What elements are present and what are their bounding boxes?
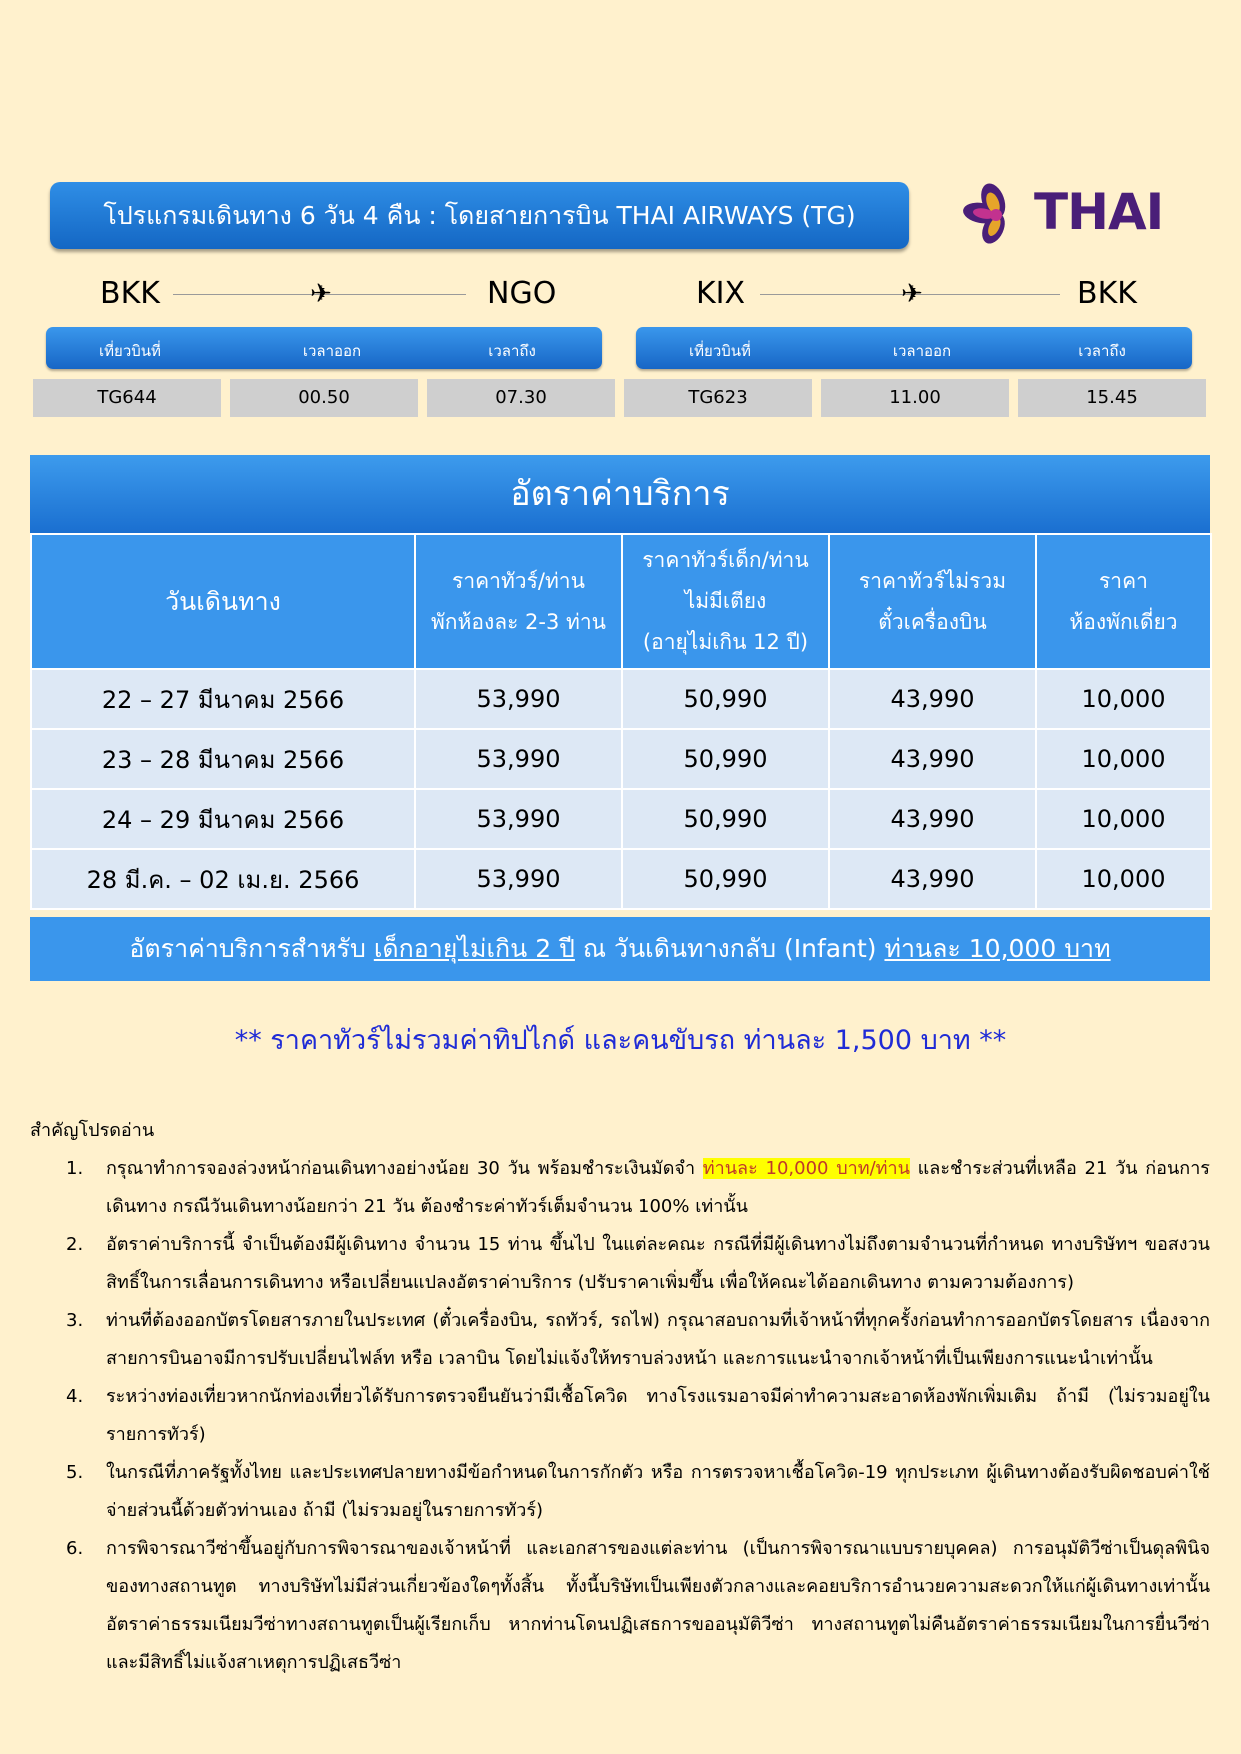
adult-price-cell: 53,990 (415, 789, 622, 849)
flight-number-header: เที่ยวบินที่ (99, 342, 161, 360)
list-item (30, 1302, 1210, 1378)
table-row (31, 729, 1211, 789)
child-price-cell: 50,990 (622, 849, 829, 909)
child-price-cell: 50,990 (622, 729, 829, 789)
table-row (31, 669, 1211, 729)
term-text: และชำระส่วนที่เหลือ 21 วัน ก่อนการเดินทาง กรณีวันเดินทางน้อยกว่า 21 วัน ต้องชำระค่าทัวร์เต็มจำนวน 100% เท่านั้น (106, 1158, 1210, 1217)
table-row (31, 789, 1211, 849)
single-room-cell: 10,000 (1036, 849, 1211, 909)
arrival-header: เวลาถึง (1078, 342, 1126, 360)
rates-header-row (31, 534, 1211, 669)
column-header-no-ticket-price: ราคาทัวร์ไม่รวม ตั๋วเครื่องบิน (829, 534, 1036, 669)
infant-note-middle: ณ วันเดินทางกลับ (Infant) (574, 934, 885, 963)
departure-header: เวลาออก (302, 342, 362, 360)
column-header-single-room: ราคา ห้องพักเดี่ยว (1036, 534, 1211, 669)
route1-origin: BKK (100, 276, 160, 311)
child-price-cell: 50,990 (622, 789, 829, 849)
list-number: 6. (66, 1538, 84, 1559)
term-text: ในกรณีที่ภาครัฐทั้งไทย และประเทศปลายทางมีข้อกำหนดในการกักตัว หรือ การตรวจหาเชื้อโควิด-19 ทุกประเภท ผู้เดินทางต้องรับผิดชอบค่าใช้จ่ายส่วนนี้ด้วยตัวท่านเอง ถ้ามี (ไม่รวมอยู่ในรายการทัวร์) (106, 1462, 1210, 1521)
column-header-adult-price: ราคาทัวร์/ท่าน พักห้องละ 2-3 ท่าน (415, 534, 622, 669)
airplane-icon: ✈ (901, 279, 923, 309)
deposit-highlight: ท่านละ 10,000 บาท/ท่าน (702, 1158, 910, 1179)
single-room-cell: 10,000 (1036, 669, 1211, 729)
travel-date-cell: 23 – 28 มีนาคม 2566 (31, 729, 415, 789)
list-number: 3. (66, 1310, 84, 1331)
column-header-travel-date: วันเดินทาง (31, 534, 415, 669)
route2-flight-number: TG623 (624, 379, 812, 417)
infant-note-prefix: อัตราค่าบริการสำหรับ (129, 934, 374, 963)
list-item (30, 1226, 1210, 1302)
list-item (30, 1454, 1210, 1530)
route1-flight-number: TG644 (33, 379, 221, 417)
list-number: 4. (66, 1386, 84, 1407)
adult-price-cell: 53,990 (415, 669, 622, 729)
route2-flight-header (636, 327, 1192, 369)
rates-table (30, 533, 1212, 910)
important-heading: สำคัญโปรดอ่าน (30, 1120, 155, 1141)
column-header-child-price: ราคาทัวร์เด็ก/ท่าน ไม่มีเตียง (อายุไม่เกิน 12 ปี) (622, 534, 829, 669)
adult-price-cell: 53,990 (415, 729, 622, 789)
list-number: 2. (66, 1234, 84, 1255)
list-number: 5. (66, 1462, 84, 1483)
term-text: อัตราค่าบริการนี้ จำเป็นต้องมีผู้เดินทาง จำนวน 15 ท่าน ขึ้นไป ในแต่ละคณะ กรณีที่มีผู้เดินทางไม่ถึงตามจำนวนที่กำหนด ทางบริษัทฯ ขอสงวนสิทธิ์ในการเลื่อนการเดินทาง หรือเปลี่ยนแปลงอัตราค่าบริการ (ปรับราคาเพิ่มขึ้น เพื่อให้คณะได้ออกเดินทาง ตามความต้องการ) (106, 1234, 1210, 1293)
list-number: 1. (66, 1158, 84, 1179)
thai-logo-text: THAI (1034, 183, 1164, 241)
terms-list (30, 1150, 1210, 1682)
list-item (30, 1150, 1210, 1226)
no-ticket-price-cell: 43,990 (829, 849, 1036, 909)
route2-origin: KIX (696, 276, 746, 311)
single-room-cell: 10,000 (1036, 789, 1211, 849)
single-room-cell: 10,000 (1036, 729, 1211, 789)
table-row (31, 849, 1211, 909)
program-title-banner: โปรแกรมเดินทาง 6 วัน 4 คืน : โดยสายการบิน THAI AIRWAYS (TG) (50, 182, 909, 249)
infant-price: ท่านละ 10,000 บาท (884, 934, 1111, 963)
travel-date-cell: 22 – 27 มีนาคม 2566 (31, 669, 415, 729)
route1-arrival-time: 07.30 (427, 379, 615, 417)
route1-flight-header (46, 327, 602, 369)
no-ticket-price-cell: 43,990 (829, 729, 1036, 789)
no-ticket-price-cell: 43,990 (829, 669, 1036, 729)
flight-number-header: เที่ยวบินที่ (689, 342, 751, 360)
child-price-cell: 50,990 (622, 669, 829, 729)
list-item (30, 1530, 1210, 1682)
route2-destination: BKK (1077, 276, 1137, 311)
adult-price-cell: 53,990 (415, 849, 622, 909)
airplane-icon: ✈ (310, 279, 332, 309)
travel-date-cell: 28 มี.ค. – 02 เม.ย. 2566 (31, 849, 415, 909)
term-text: ระหว่างท่องเที่ยวหากนักท่องเที่ยวได้รับการตรวจยืนยันว่ามีเชื้อโควิด ทางโรงแรมอาจมีค่าทำความสะอาดห้องพักเพิ่มเติม ถ้ามี (ไม่รวมอยู่ในรายการทัวร์) (106, 1386, 1210, 1445)
route2-arrival-time: 15.45 (1018, 379, 1206, 417)
travel-date-cell: 24 – 29 มีนาคม 2566 (31, 789, 415, 849)
infant-rate-note (30, 917, 1210, 981)
tip-note: ** ราคาทัวร์ไม่รวมค่าทิปไกด์ และคนขับรถ ท่านละ 1,500 บาท ** (234, 1025, 1007, 1056)
term-text: การพิจารณาวีซ่าขึ้นอยู่กับการพิจารณาของเจ้าหน้าที่ และเอกสารของแต่ละท่าน (เป็นการพิจารณาแบบรายบุคคล) การอนุมัติวีซ่าเป็นดุลพินิจของทางสถานทูต ทางบริษัทไม่มีส่วนเกี่ยวข้องใดๆทั้งสิ้น ทั้งนี้บริษัทเป็นเพียงตัวกลางและคอยบริการอำนวยความสะดวกให้แก่ผู้เดินทางเท่านั้น อัตราค่าธรรมเนียมวีซ่าทางสถานทูตเป็นผู้เรียกเก็บ หากท่านโดนปฏิเสธการขออนุมัติวีซ่า ทางสถานทูตไม่คืนอัตราค่าธรรมเนียมในการยื่นวีซ่า และมีสิทธิ์ไม่แจ้งสาเหตุการปฏิเสธวีซ่า (106, 1538, 1210, 1673)
infant-age-limit: เด็กอายุไม่เกิน 2 ปี (373, 934, 575, 963)
list-item (30, 1378, 1210, 1454)
term-text: กรุณาทำการจองล่วงหน้าก่อนเดินทางอย่างน้อย 30 วัน พร้อมชำระเงินมัดจำ (106, 1158, 703, 1179)
route2-departure-time: 11.00 (821, 379, 1009, 417)
route1-departure-time: 00.50 (230, 379, 418, 417)
route1-destination: NGO (487, 276, 557, 311)
arrival-header: เวลาถึง (488, 342, 536, 360)
rates-title: อัตราค่าบริการ (30, 455, 1210, 533)
no-ticket-price-cell: 43,990 (829, 789, 1036, 849)
term-text: ท่านที่ต้องออกบัตรโดยสารภายในประเทศ (ตั๋วเครื่องบิน, รถทัวร์, รถไฟ) กรุณาสอบถามที่เจ้าหน้าที่ทุกครั้งก่อนทำการออกบัตรโดยสาร เนื่องจากสายการบินอาจมีการปรับเปลี่ยนไฟล์ท หรือ เวลาบิน โดยไม่แจ้งให้ทราบล่วงหน้า และการแนะนำจากเจ้าหน้าที่เป็นเพียงการแนะนำเท่านั้น (106, 1310, 1210, 1369)
departure-header: เวลาออก (892, 342, 952, 360)
